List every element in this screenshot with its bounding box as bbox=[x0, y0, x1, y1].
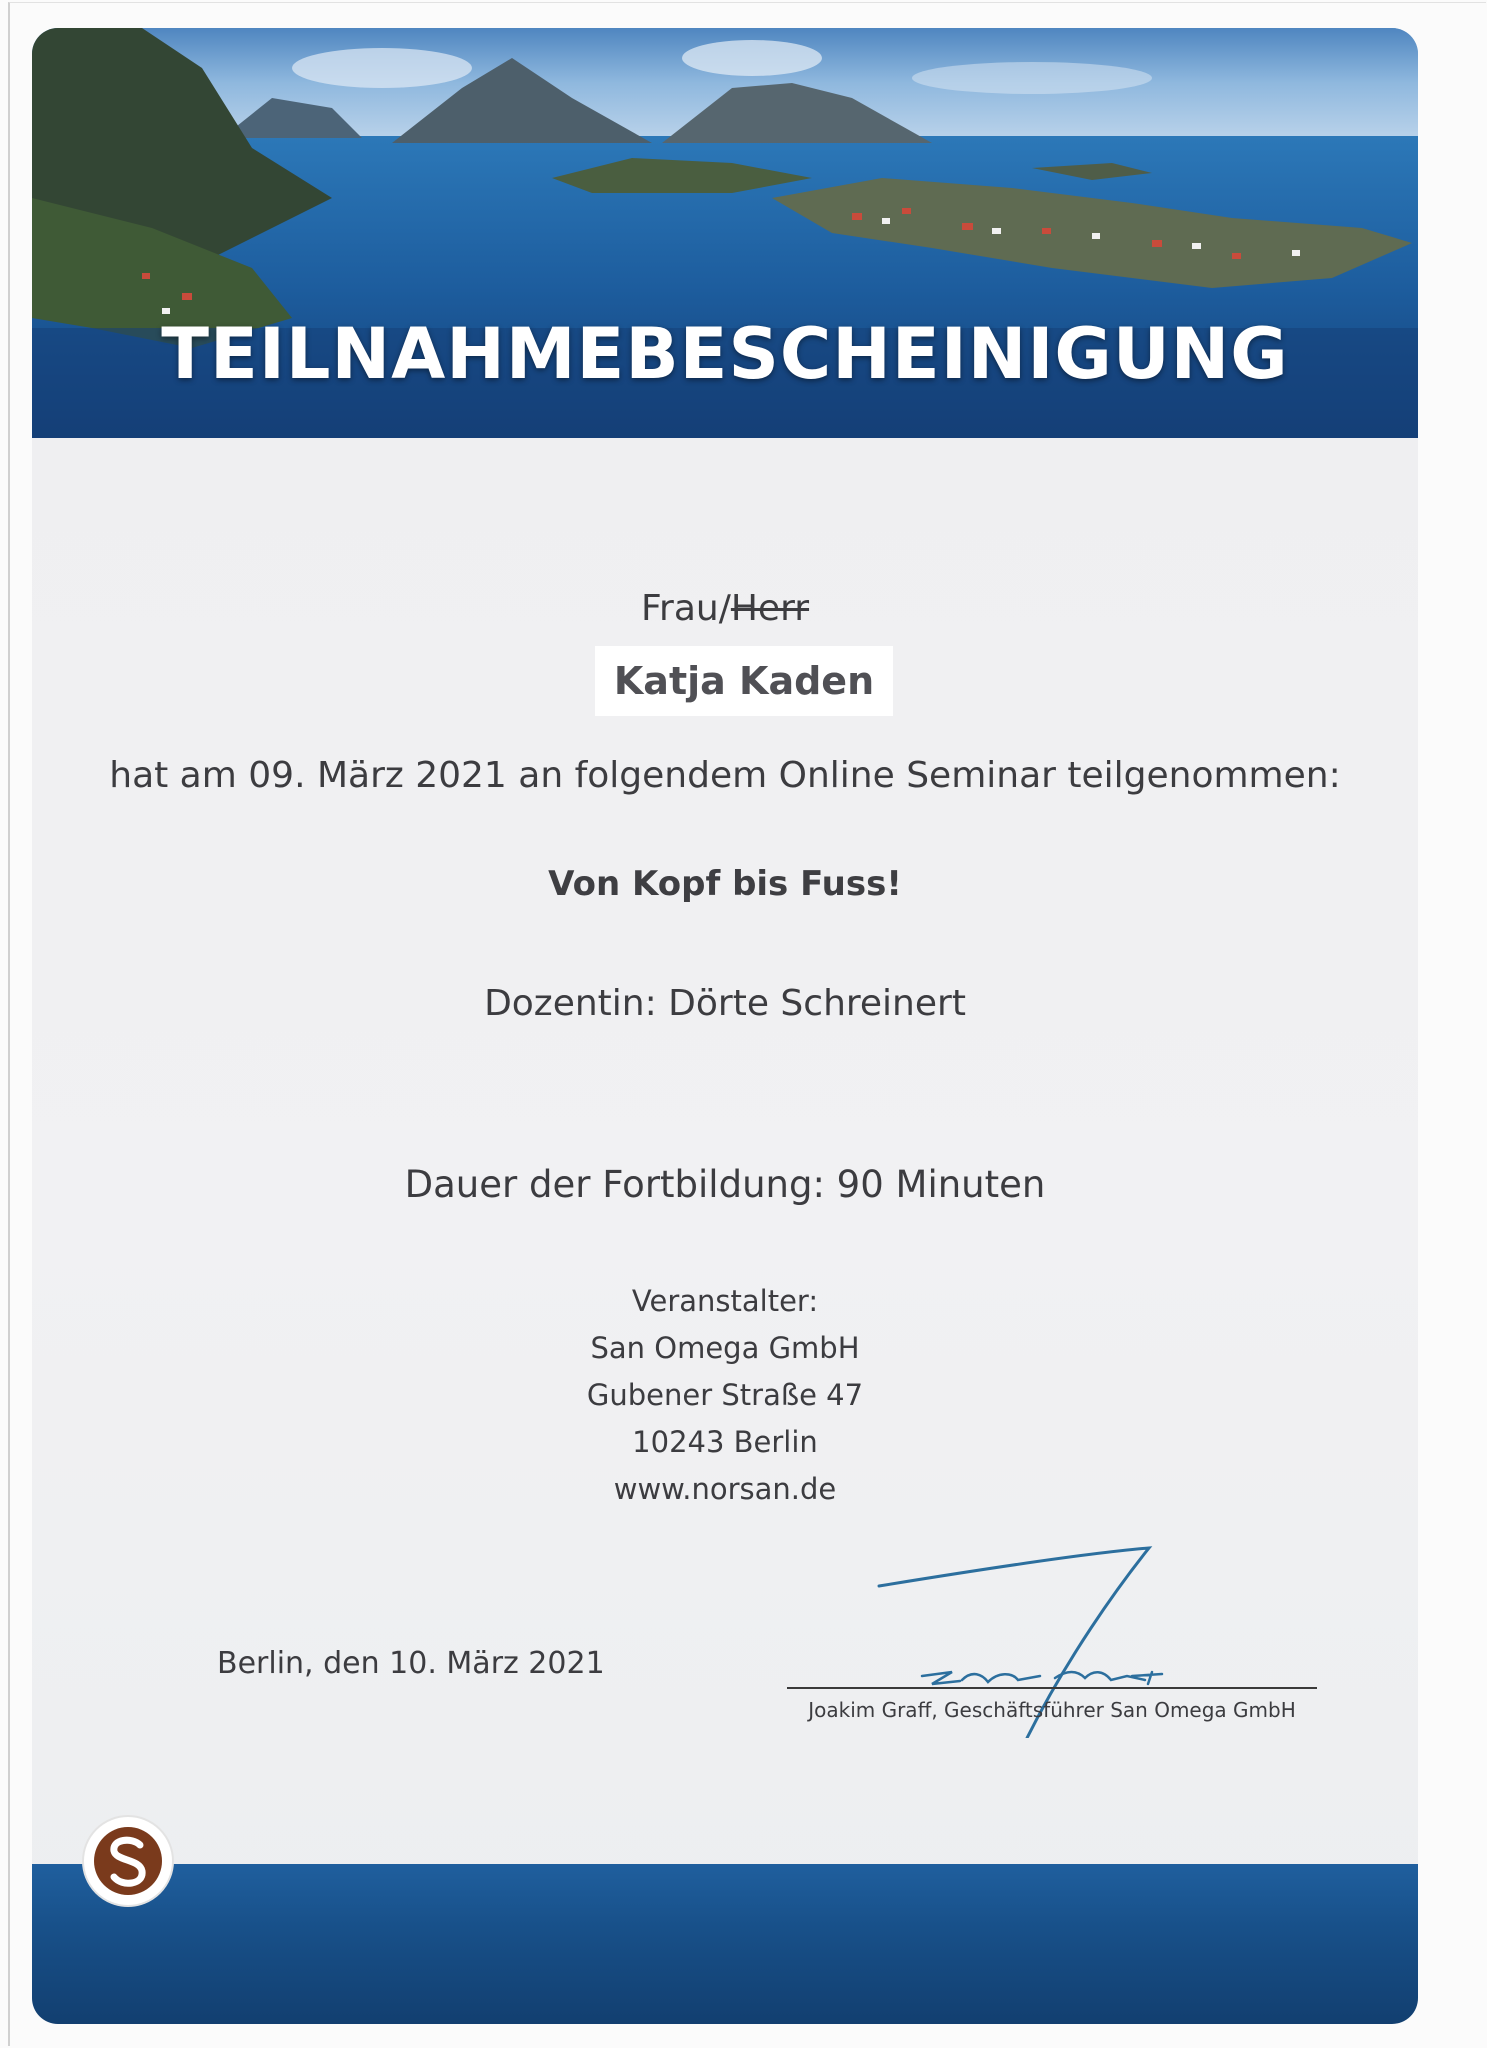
participant-name: Katja Kaden bbox=[595, 646, 893, 716]
salutation bbox=[32, 588, 1418, 629]
organizer-city: 10243 Berlin bbox=[632, 1425, 818, 1459]
organizer-label: Veranstalter: bbox=[631, 1284, 819, 1318]
attendance-statement: hat am 09. März 2021 an folgendem Online Seminar teilgenommen: bbox=[109, 755, 1341, 796]
place-and-date: Berlin, den 10. März 2021 bbox=[217, 1646, 605, 1681]
organizer-company: San Omega GmbH bbox=[590, 1331, 860, 1365]
course-duration: Dauer der Fortbildung: 90 Minuten bbox=[404, 1163, 1046, 1206]
header-banner bbox=[32, 28, 1418, 438]
organizer-block bbox=[32, 1278, 1418, 1513]
salutation-frau: Frau/ bbox=[640, 588, 731, 629]
organizer-website: www.norsan.de bbox=[613, 1472, 837, 1506]
san-omega-logo-icon bbox=[82, 1815, 174, 1907]
signatory-caption: Joakim Graff, Geschäftsführer San Omega GmbH bbox=[808, 1698, 1296, 1722]
certificate bbox=[32, 28, 1418, 2024]
certificate-title: TEILNAHMEBESCHEINIGUNG bbox=[161, 313, 1289, 395]
salutation-herr-struck: Herr bbox=[730, 588, 810, 629]
signature-line bbox=[787, 1687, 1317, 1689]
organizer-street: Gubener Straße 47 bbox=[586, 1378, 864, 1412]
footer-band bbox=[32, 1864, 1418, 2024]
lecturer: Dozentin: Dörte Schreinert bbox=[484, 983, 966, 1024]
seminar-title: Von Kopf bis Fuss! bbox=[548, 864, 902, 904]
